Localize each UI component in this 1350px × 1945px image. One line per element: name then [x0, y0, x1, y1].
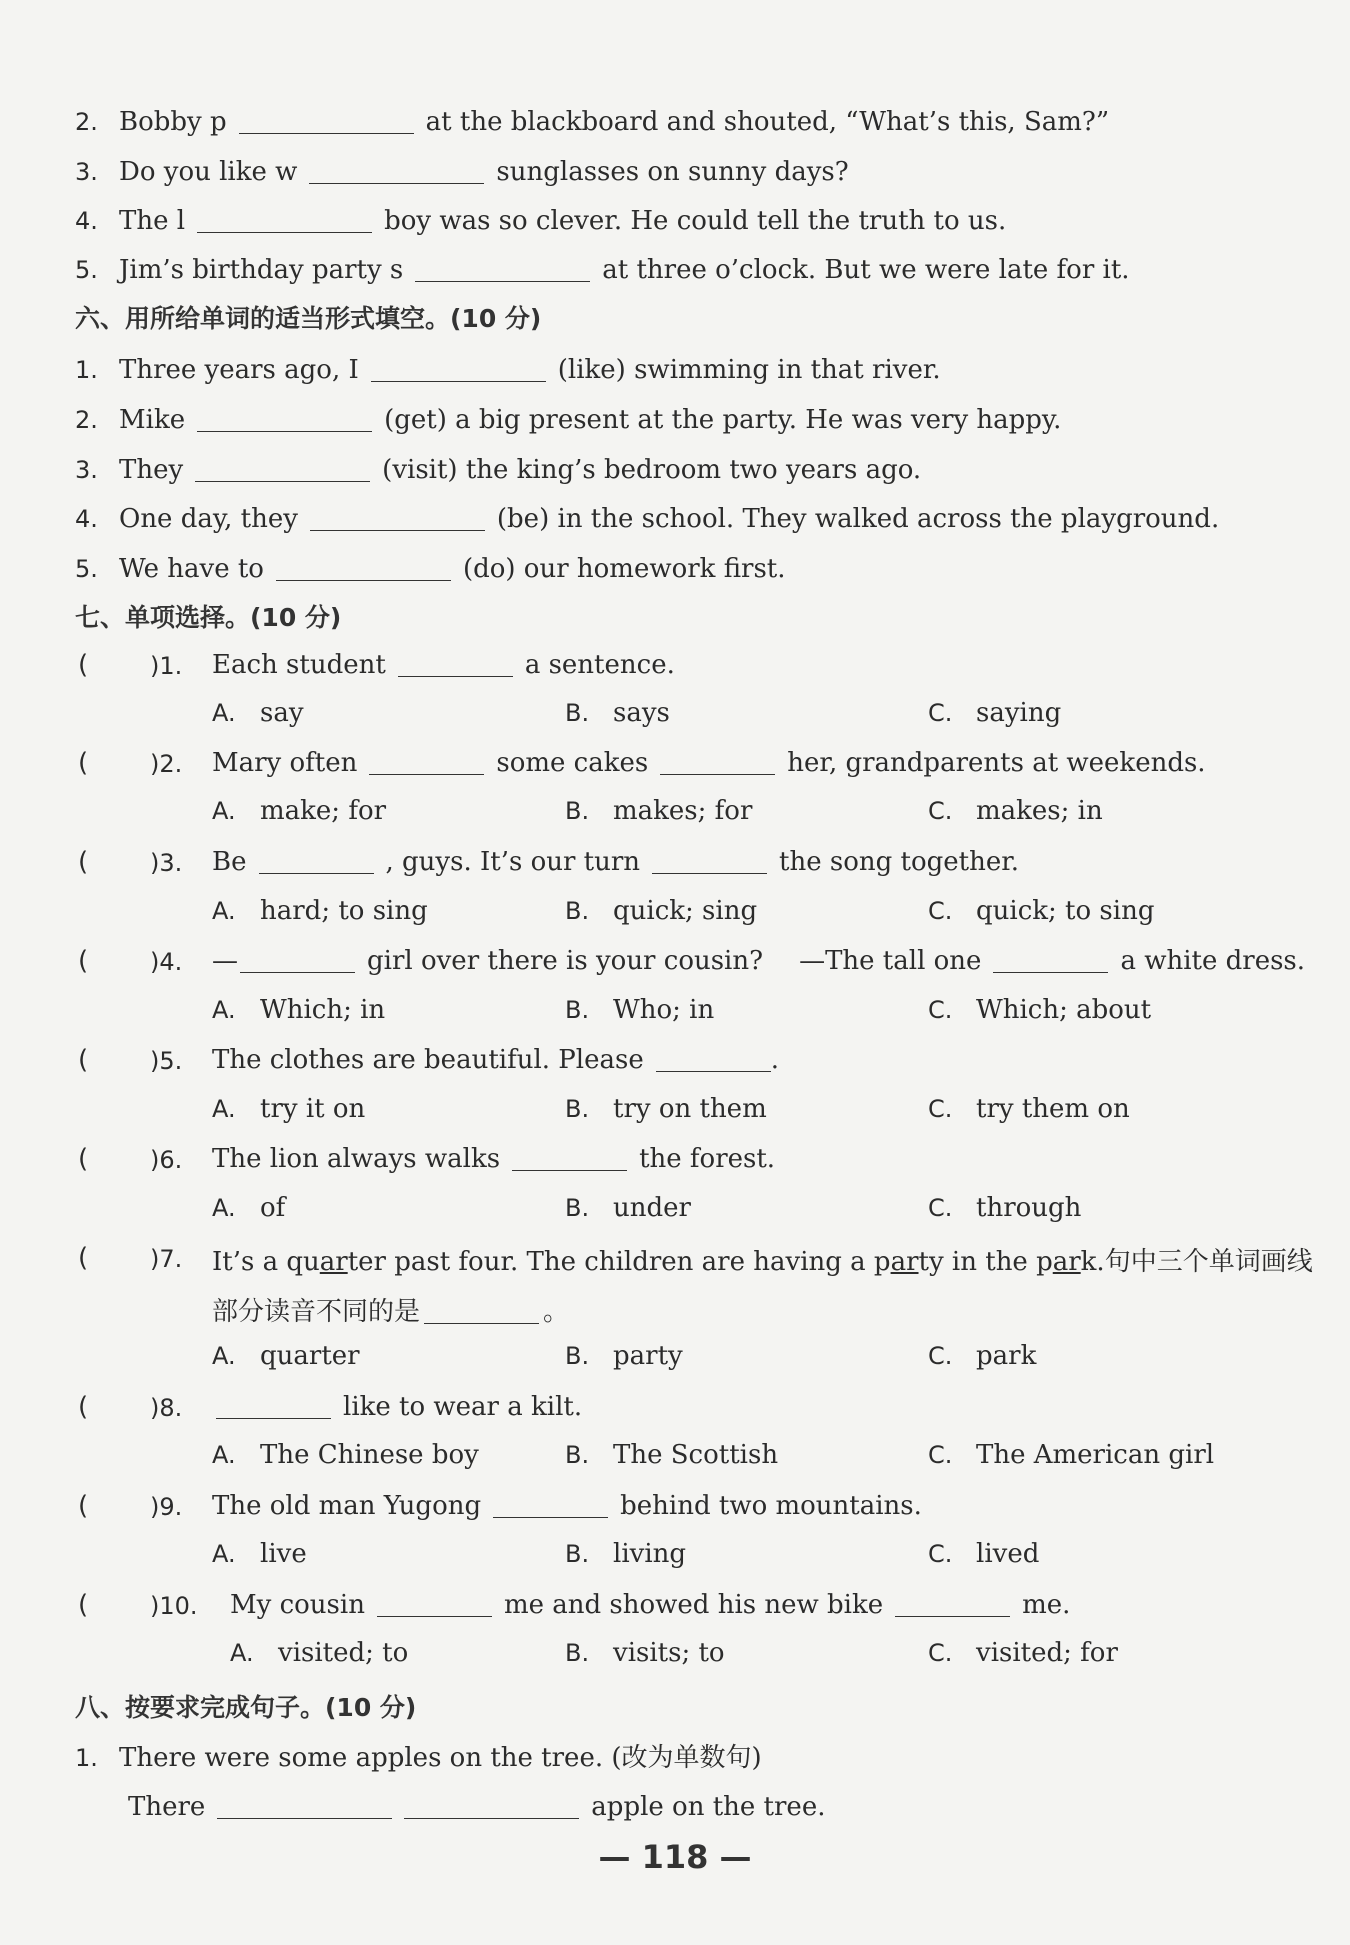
answer-paren[interactable]: (	[78, 946, 89, 976]
question-number: )5.	[150, 1047, 183, 1075]
q4-option-a[interactable]: A. Which; in	[212, 995, 386, 1025]
q3-option-b[interactable]: B. quick; sing	[565, 896, 758, 926]
part6-q5: 5. We have to (do) our homework first.	[75, 554, 786, 584]
section-heading-7: 七、单项选择。(10 分)	[75, 603, 342, 632]
q10-option-a[interactable]: A. visited; to	[230, 1638, 409, 1668]
question-number: )4.	[150, 948, 183, 976]
answer-paren[interactable]: (	[78, 1491, 89, 1521]
answer-blank[interactable]	[197, 204, 372, 233]
q7-option-a[interactable]: A. quarter	[212, 1341, 360, 1371]
q1-option-b[interactable]: B. says	[565, 698, 670, 728]
answer-blank[interactable]	[309, 155, 484, 184]
q1-stem: Each student a sentence.	[212, 650, 675, 680]
q9-stem: The old man Yugong behind two mountains.	[212, 1491, 922, 1521]
answer-blank[interactable]	[371, 353, 546, 382]
answer-paren[interactable]: (	[78, 1590, 89, 1620]
question-number: )3.	[150, 849, 183, 877]
part8-q1: 1. There were some apples on the tree. (改为单数句)	[75, 1743, 762, 1773]
q2-option-c[interactable]: C. makes; in	[928, 796, 1103, 826]
q6-option-a[interactable]: A. of	[212, 1193, 286, 1223]
q7-stem: It’s a quarter past four. The children are having a party in the park.句中三个单词画线	[212, 1247, 1313, 1277]
part6-q1: 1. Three years ago, I (like) swimming in that river.	[75, 355, 941, 385]
answer-paren[interactable]: (	[78, 1045, 89, 1075]
q7-option-b[interactable]: B. party	[565, 1341, 683, 1371]
answer-blank[interactable]	[652, 845, 767, 874]
answer-blank[interactable]	[369, 746, 484, 775]
question-number: )9.	[150, 1493, 183, 1521]
part6-q2: 2. Mike (get) a big present at the party. He was very happy.	[75, 405, 1062, 435]
q10-option-c[interactable]: C. visited; for	[928, 1638, 1118, 1668]
answer-blank[interactable]	[415, 253, 590, 282]
answer-paren[interactable]: (	[78, 847, 89, 877]
answer-blank[interactable]	[493, 1489, 608, 1518]
answer-blank[interactable]	[895, 1588, 1010, 1617]
answer-blank[interactable]	[660, 746, 775, 775]
answer-blank[interactable]	[195, 453, 370, 482]
part6-q3: 3. They (visit) the king’s bedroom two years ago.	[75, 455, 922, 485]
question-number: )7.	[150, 1245, 183, 1273]
question-number: )2.	[150, 750, 183, 778]
q9-option-a[interactable]: A. live	[212, 1539, 307, 1569]
question-number: )1.	[150, 652, 183, 680]
q2-stem: Mary often some cakes her, grandparents at weekends.	[212, 748, 1206, 778]
answer-blank[interactable]	[424, 1295, 539, 1324]
answer-blank[interactable]	[398, 648, 513, 677]
answer-paren[interactable]: (	[78, 1392, 89, 1422]
answer-blank[interactable]	[310, 502, 485, 531]
q1-option-c[interactable]: C. saying	[928, 698, 1062, 728]
answer-blank[interactable]	[216, 1390, 331, 1419]
q8-option-b[interactable]: B. The Scottish	[565, 1440, 779, 1470]
answer-blank[interactable]	[993, 944, 1108, 973]
answer-blank[interactable]	[656, 1043, 771, 1072]
question-number: )6.	[150, 1146, 183, 1174]
answer-paren[interactable]: (	[78, 1144, 89, 1174]
section-heading-6: 六、用所给单词的适当形式填空。(10 分)	[75, 304, 542, 333]
q6-option-c[interactable]: C. through	[928, 1193, 1082, 1223]
answer-paren[interactable]: (	[78, 1243, 89, 1273]
q10-stem: My cousin me and showed his new bike me.	[230, 1590, 1071, 1620]
q5-option-c[interactable]: C. try them on	[928, 1094, 1130, 1124]
q8-option-c[interactable]: C. The American girl	[928, 1440, 1215, 1470]
q8-stem: like to wear a kilt.	[212, 1390, 582, 1422]
q1-option-a[interactable]: A. say	[212, 698, 304, 728]
page-number: — 118 —	[598, 1838, 752, 1876]
answer-blank[interactable]	[276, 552, 451, 581]
part5-q2: 2. Bobby p at the blackboard and shouted, “What’s this, Sam?”	[75, 107, 1110, 137]
part5-q3: 3. Do you like w sunglasses on sunny days?	[75, 157, 849, 187]
q4-option-c[interactable]: C. Which; about	[928, 995, 1152, 1025]
q5-option-b[interactable]: B. try on them	[565, 1094, 767, 1124]
part6-q4: 4. One day, they (be) in the school. They walked across the playground.	[75, 504, 1220, 534]
answer-blank[interactable]	[404, 1790, 579, 1819]
q4-stem: — girl over there is your cousin? —The tall one a white dress.	[212, 946, 1306, 976]
q3-stem: Be , guys. It’s our turn the song together.	[212, 847, 1020, 877]
q2-option-b[interactable]: B. makes; for	[565, 796, 753, 826]
part5-q4: 4. The l boy was so clever. He could tell the truth to us.	[75, 206, 1007, 236]
answer-blank[interactable]	[259, 845, 374, 874]
q7-option-c[interactable]: C. park	[928, 1341, 1037, 1371]
answer-paren[interactable]: (	[78, 650, 89, 680]
q2-option-a[interactable]: A. make; for	[212, 796, 387, 826]
answer-blank[interactable]	[217, 1790, 392, 1819]
part8-q1-answer: There apple on the tree.	[128, 1792, 826, 1822]
q4-option-b[interactable]: B. Who; in	[565, 995, 715, 1025]
answer-blank[interactable]	[240, 944, 355, 973]
answer-blank[interactable]	[239, 105, 414, 134]
answer-blank[interactable]	[377, 1588, 492, 1617]
q3-option-c[interactable]: C. quick; to sing	[928, 896, 1155, 926]
question-number: )10.	[150, 1592, 198, 1620]
answer-paren[interactable]: (	[78, 748, 89, 778]
q5-stem: The clothes are beautiful. Please .	[212, 1045, 779, 1075]
part5-q5: 5. Jim’s birthday party s at three o’clock. But we were late for it.	[75, 255, 1130, 285]
q10-option-b[interactable]: B. visits; to	[565, 1638, 725, 1668]
q9-option-c[interactable]: C. lived	[928, 1539, 1040, 1569]
q8-option-a[interactable]: A. The Chinese boy	[212, 1440, 479, 1470]
answer-blank[interactable]	[197, 403, 372, 432]
q3-option-a[interactable]: A. hard; to sing	[212, 896, 428, 926]
q6-option-b[interactable]: B. under	[565, 1193, 691, 1223]
question-number: )8.	[150, 1394, 183, 1422]
section-heading-8: 八、按要求完成句子。(10 分)	[75, 1693, 417, 1722]
q6-stem: The lion always walks the forest.	[212, 1144, 776, 1174]
answer-blank[interactable]	[512, 1142, 627, 1171]
q5-option-a[interactable]: A. try it on	[212, 1094, 366, 1124]
q7-stem-line2: 部分读音不同的是 。	[212, 1297, 570, 1327]
q9-option-b[interactable]: B. living	[565, 1539, 687, 1569]
